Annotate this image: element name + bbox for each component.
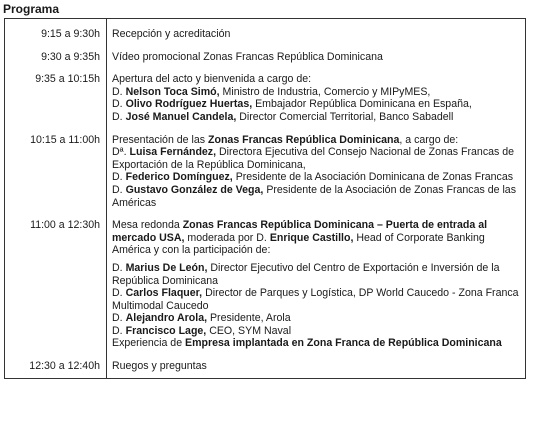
table-spacer [5, 350, 526, 360]
speaker-name: Olivo Rodríguez Huertas, [125, 98, 253, 111]
speaker-name: Alejandro Arola, [125, 312, 208, 325]
speaker-name: José Manuel Candela, [125, 110, 237, 123]
speaker-role: Presidente, Arola [209, 312, 291, 325]
speaker-prefix: D. [112, 312, 123, 325]
speaker-prefix: Dª. [112, 146, 127, 159]
table-spacer [5, 63, 526, 73]
row-time: 9:30 a 9:35h [5, 51, 107, 64]
table-spacer [5, 19, 526, 29]
speaker-prefix: D. [112, 98, 123, 111]
speaker-role: Presidente de la Asociación Dominicana de Zonas Francas [235, 171, 514, 184]
speaker-name: Nelson Toca Simó, [125, 85, 220, 98]
program-row [5, 134, 526, 210]
title-pre: Mesa redonda [112, 219, 180, 232]
speaker [112, 171, 519, 184]
program-table [4, 18, 526, 379]
title-post: , a cargo de: [399, 133, 459, 146]
table-spacer [5, 373, 526, 379]
experience-pre: Experiencia de [112, 337, 183, 350]
speaker [112, 184, 519, 209]
title-post: Head of Corporate Banking América y con la participación de: [112, 231, 485, 257]
title-bold: Zonas Francas República Dominicana – Puerta de entrada al mercado USA, [112, 219, 488, 244]
row-title: Ruegos y preguntas [112, 360, 207, 373]
program-row [5, 360, 526, 373]
row-title: Vídeo promocional Zonas Francas República Dominicana [112, 50, 383, 63]
speaker [112, 312, 519, 325]
speaker-role: Director Ejecutivo del Centro de Exportación e Inversión de la República Dominicana [112, 261, 500, 287]
program-row [5, 51, 526, 64]
title-pre: Presentación de las [112, 133, 206, 146]
speaker [112, 98, 519, 111]
row-time: 12:30 a 12:40h [5, 360, 107, 373]
program-row [5, 28, 526, 41]
speaker-role: Directora Ejecutiva del Consejo Nacional de Zonas Francas de Exportación de la República Dominicana, [112, 146, 515, 171]
experience-line [112, 337, 519, 350]
speaker-name: Federico Domínguez, [125, 171, 233, 184]
row-title: Apertura del acto y bienvenida a cargo de: [112, 73, 312, 86]
table-spacer [5, 41, 526, 51]
speaker-name: Luisa Fernández, [129, 146, 217, 159]
speaker-role: Embajador República Dominicana en España, [255, 98, 472, 111]
speaker-prefix: D. [112, 85, 123, 98]
row-time: 10:15 a 11:00h [5, 134, 107, 210]
program-row [5, 73, 526, 123]
speaker-prefix: D. [112, 324, 123, 337]
speaker [112, 146, 519, 171]
speaker [112, 287, 519, 312]
row-desc [107, 134, 526, 210]
speaker-role: Presidente de la Asociación de Zonas Francas de las Américas [112, 183, 516, 209]
row-time: 9:35 a 10:15h [5, 73, 107, 123]
speaker-name: Carlos Flaquer, [125, 287, 203, 300]
speaker-name: Gustavo González de Vega, [125, 183, 264, 196]
row-title [112, 219, 519, 257]
speaker-prefix: D. [112, 110, 123, 123]
speaker-prefix: D. [112, 287, 123, 300]
row-desc [107, 219, 526, 350]
row-title [112, 134, 519, 147]
speaker [112, 86, 519, 99]
experience-bold: Empresa implantada en Zona Franca de República Dominicana [185, 337, 502, 350]
speaker-prefix: D. [112, 261, 123, 274]
table-spacer [5, 124, 526, 134]
speaker [112, 262, 519, 287]
speaker-role: Director Comercial Territorial, Banco Sabadell [239, 110, 454, 123]
speaker [112, 111, 519, 124]
speaker-name: Francisco Lage, [125, 324, 207, 337]
table-spacer [5, 209, 526, 219]
title-mid: moderada por D. [187, 231, 267, 244]
speaker-prefix: D. [112, 171, 123, 184]
row-time: 11:00 a 12:30h [5, 219, 107, 350]
program-row [5, 219, 526, 350]
speaker-name: Marius De León, [125, 261, 208, 274]
speaker-prefix: D. [112, 183, 123, 196]
title-bold: Zonas Francas República Dominicana [208, 133, 400, 146]
row-time: 9:15 a 9:30h [5, 28, 107, 41]
moderator-name: Enrique Castillo, [269, 231, 354, 244]
row-desc [107, 73, 526, 123]
program-heading: Programa [3, 2, 60, 16]
row-title: Recepción y acreditación [112, 28, 231, 40]
speaker-role: CEO, SYM Naval [209, 324, 292, 337]
speaker-role: Ministro de Industria, Comercio y MIPyMES, [222, 85, 431, 98]
speaker [112, 325, 519, 338]
speaker-role: Director de Parques y Logística, DP World Caucedo - Zona Franca Multimodal Caucedo [112, 287, 519, 312]
